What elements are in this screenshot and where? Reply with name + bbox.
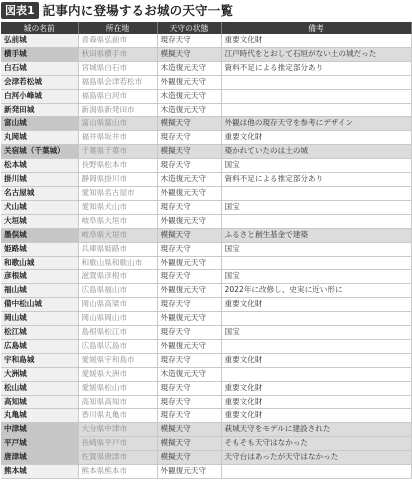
table-body [1, 34, 411, 479]
location-cell: 和歌山県和歌山市 [78, 256, 157, 270]
note-cell: 国宝 [221, 326, 411, 340]
status-cell: 模擬天守 [157, 451, 221, 465]
status-cell: 木造復元天守 [157, 173, 221, 187]
note-cell: 重要文化財 [221, 409, 411, 423]
table-row [1, 395, 411, 409]
status-cell: 木造復元天守 [157, 367, 221, 381]
status-cell: 外観復元天守 [157, 75, 221, 89]
status-cell: 木造復元天守 [157, 61, 221, 75]
location-cell: 静岡県掛川市 [78, 173, 157, 187]
table-row [1, 103, 411, 117]
castle-name-cell: 白河小峰城 [1, 89, 78, 103]
castle-name-cell: 和歌山城 [1, 256, 78, 270]
status-cell: 模擬天守 [157, 423, 221, 437]
location-cell: 島根県松江市 [78, 326, 157, 340]
note-cell: 国宝 [221, 159, 411, 173]
castle-name-cell: 唐津城 [1, 451, 78, 465]
location-cell: 愛媛県松山市 [78, 381, 157, 395]
castle-name-cell: 松本城 [1, 159, 78, 173]
table-row [1, 186, 411, 200]
castle-name-cell: 丸亀城 [1, 409, 78, 423]
table-row [1, 326, 411, 340]
table-row [1, 159, 411, 173]
location-cell: 佐賀県唐津市 [78, 451, 157, 465]
location-cell: 愛媛県大洲市 [78, 367, 157, 381]
location-cell: 長野県松本市 [78, 159, 157, 173]
status-cell: 外観復元天守 [157, 186, 221, 200]
note-cell: 外観は他の現存天守を参考にデザイン [221, 117, 411, 131]
note-cell: 築かれていたのは土の城 [221, 145, 411, 159]
location-cell: 愛知県犬山市 [78, 200, 157, 214]
castle-name-cell: 名古屋城 [1, 186, 78, 200]
castle-name-cell: 横手城 [1, 47, 78, 61]
table-row [1, 75, 411, 89]
location-cell: 愛媛県宇和島市 [78, 353, 157, 367]
note-cell: ふるさと創生基金で建築 [221, 228, 411, 242]
table-header-row [1, 22, 411, 34]
castle-name-cell: 会津若松城 [1, 75, 78, 89]
status-cell: 現存天守 [157, 131, 221, 145]
castle-name-cell: 宇和島城 [1, 353, 78, 367]
location-cell: 岡山県高梁市 [78, 298, 157, 312]
table-row [1, 423, 411, 437]
status-cell: 木造復元天守 [157, 89, 221, 103]
note-cell: 重要文化財 [221, 353, 411, 367]
note-cell [221, 312, 411, 326]
location-cell: 熊本県熊本市 [78, 465, 157, 479]
status-cell: 現存天守 [157, 270, 221, 284]
status-cell: 模擬天守 [157, 47, 221, 61]
header-notes: 備考 [221, 22, 411, 34]
note-cell: 国宝 [221, 270, 411, 284]
table-row [1, 353, 411, 367]
castle-name-cell: 岡山城 [1, 312, 78, 326]
castle-name-cell: 掛川城 [1, 173, 78, 187]
table-row [1, 409, 411, 423]
note-cell: 重要文化財 [221, 395, 411, 409]
note-cell: 天守台はあったが天守はなかった [221, 451, 411, 465]
location-cell: 岡山県岡山市 [78, 312, 157, 326]
castle-name-cell: 大洲城 [1, 367, 78, 381]
note-cell: 萩城天守をモデルに建設された [221, 423, 411, 437]
table-row [1, 367, 411, 381]
castle-name-cell: 白石城 [1, 61, 78, 75]
table-row [1, 339, 411, 353]
table-row [1, 256, 411, 270]
table-row [1, 89, 411, 103]
status-cell: 現存天守 [157, 381, 221, 395]
status-cell: 模擬天守 [157, 437, 221, 451]
location-cell: 滋賀県彦根市 [78, 270, 157, 284]
note-cell: 江戸時代をとおして石垣がない土の城だった [221, 47, 411, 61]
location-cell: 新潟県新発田市 [78, 103, 157, 117]
status-cell: 模擬天守 [157, 145, 221, 159]
note-cell: 重要文化財 [221, 381, 411, 395]
table-row [1, 465, 411, 479]
location-cell: 福島県会津若松市 [78, 75, 157, 89]
table-row [1, 117, 411, 131]
location-cell: 香川県丸亀市 [78, 409, 157, 423]
location-cell: 高知県高知市 [78, 395, 157, 409]
castle-name-cell: 大垣城 [1, 214, 78, 228]
table-row [1, 312, 411, 326]
note-cell: 資料不足による推定部分あり [221, 173, 411, 187]
castle-name-cell: 中津城 [1, 423, 78, 437]
location-cell: 千葉県千葉市 [78, 145, 157, 159]
castle-name-cell: 丸岡城 [1, 131, 78, 145]
location-cell: 秋田県横手市 [78, 47, 157, 61]
location-cell: 岐阜県大垣市 [78, 214, 157, 228]
castle-name-cell: 平戸城 [1, 437, 78, 451]
castle-name-cell: 姫路城 [1, 242, 78, 256]
status-cell: 木造復元天守 [157, 103, 221, 117]
note-cell [221, 214, 411, 228]
location-cell: 富山県富山市 [78, 117, 157, 131]
castle-name-cell: 熊本城 [1, 465, 78, 479]
castle-name-cell: 高知城 [1, 395, 78, 409]
status-cell: 外観復元天守 [157, 284, 221, 298]
note-cell: 重要文化財 [221, 298, 411, 312]
status-cell: 現存天守 [157, 395, 221, 409]
castle-name-cell: 关宿城（千葉城） [1, 145, 78, 159]
location-cell: 愛知県名古屋市 [78, 186, 157, 200]
status-cell: 外観復元天守 [157, 214, 221, 228]
castle-name-cell: 松江城 [1, 326, 78, 340]
table-row [1, 131, 411, 145]
note-cell [221, 89, 411, 103]
status-cell: 現存天守 [157, 159, 221, 173]
status-cell: 模擬天守 [157, 228, 221, 242]
status-cell: 外観復元天守 [157, 312, 221, 326]
location-cell: 岐阜県大垣市 [78, 228, 157, 242]
location-cell: 大分県中津市 [78, 423, 157, 437]
castle-name-cell: 弘前城 [1, 34, 78, 47]
note-cell: 国宝 [221, 242, 411, 256]
note-cell: 重要文化財 [221, 131, 411, 145]
table-row [1, 381, 411, 395]
location-cell: 福島県白河市 [78, 89, 157, 103]
table-row [1, 34, 411, 47]
table-row [1, 451, 411, 465]
location-cell: 青森県弘前市 [78, 34, 157, 47]
location-cell: 広島県広島市 [78, 339, 157, 353]
figure-header [0, 0, 412, 20]
castle-name-cell: 犬山城 [1, 200, 78, 214]
location-cell: 長崎県平戸市 [78, 437, 157, 451]
note-cell [221, 339, 411, 353]
note-cell [221, 465, 411, 479]
table-row [1, 437, 411, 451]
header-location: 所在地 [78, 22, 157, 34]
castle-name-cell: 福山城 [1, 284, 78, 298]
status-cell: 模擬天守 [157, 117, 221, 131]
note-cell [221, 256, 411, 270]
location-cell: 宮城県白石市 [78, 61, 157, 75]
table-row [1, 214, 411, 228]
castle-name-cell: 富山城 [1, 117, 78, 131]
note-cell: そもそも天守はなかった [221, 437, 411, 451]
castle-name-cell: 松山城 [1, 381, 78, 395]
status-cell: 現存天守 [157, 200, 221, 214]
location-cell: 兵庫県姫路市 [78, 242, 157, 256]
status-cell: 現存天守 [157, 34, 221, 47]
note-cell [221, 186, 411, 200]
note-cell: 重要文化財 [221, 34, 411, 47]
table-row [1, 47, 411, 61]
castle-name-cell: 広島城 [1, 339, 78, 353]
figure-badge: 図表1 [1, 2, 39, 19]
table-row [1, 61, 411, 75]
table-row [1, 242, 411, 256]
castle-name-cell: 彦根城 [1, 270, 78, 284]
note-cell: 2022年に改修し、史実に近い形に [221, 284, 411, 298]
castle-name-cell: 墨俣城 [1, 228, 78, 242]
status-cell: 現存天守 [157, 242, 221, 256]
status-cell: 外観復元天守 [157, 465, 221, 479]
status-cell: 外観復元天守 [157, 339, 221, 353]
castle-name-cell: 備中松山城 [1, 298, 78, 312]
status-cell: 現存天守 [157, 353, 221, 367]
header-castle-name: 城の名前 [1, 22, 78, 34]
table-row [1, 284, 411, 298]
location-cell: 福井県坂井市 [78, 131, 157, 145]
table-row [1, 200, 411, 214]
note-cell [221, 367, 411, 381]
table-row [1, 228, 411, 242]
table-row [1, 145, 411, 159]
note-cell [221, 75, 411, 89]
castle-table [1, 22, 412, 479]
table-row [1, 270, 411, 284]
table-row [1, 173, 411, 187]
note-cell [221, 103, 411, 117]
castle-name-cell: 新発田城 [1, 103, 78, 117]
status-cell: 現存天守 [157, 326, 221, 340]
header-tenshu-status: 天守の状態 [157, 22, 221, 34]
status-cell: 現存天守 [157, 298, 221, 312]
table-row [1, 298, 411, 312]
note-cell: 資料不足による推定部分あり [221, 61, 411, 75]
note-cell: 国宝 [221, 200, 411, 214]
status-cell: 外観復元天守 [157, 256, 221, 270]
status-cell: 現存天守 [157, 409, 221, 423]
location-cell: 広島県福山市 [78, 284, 157, 298]
figure-title: 記事内に登場するお城の天守一覧 [42, 3, 234, 18]
